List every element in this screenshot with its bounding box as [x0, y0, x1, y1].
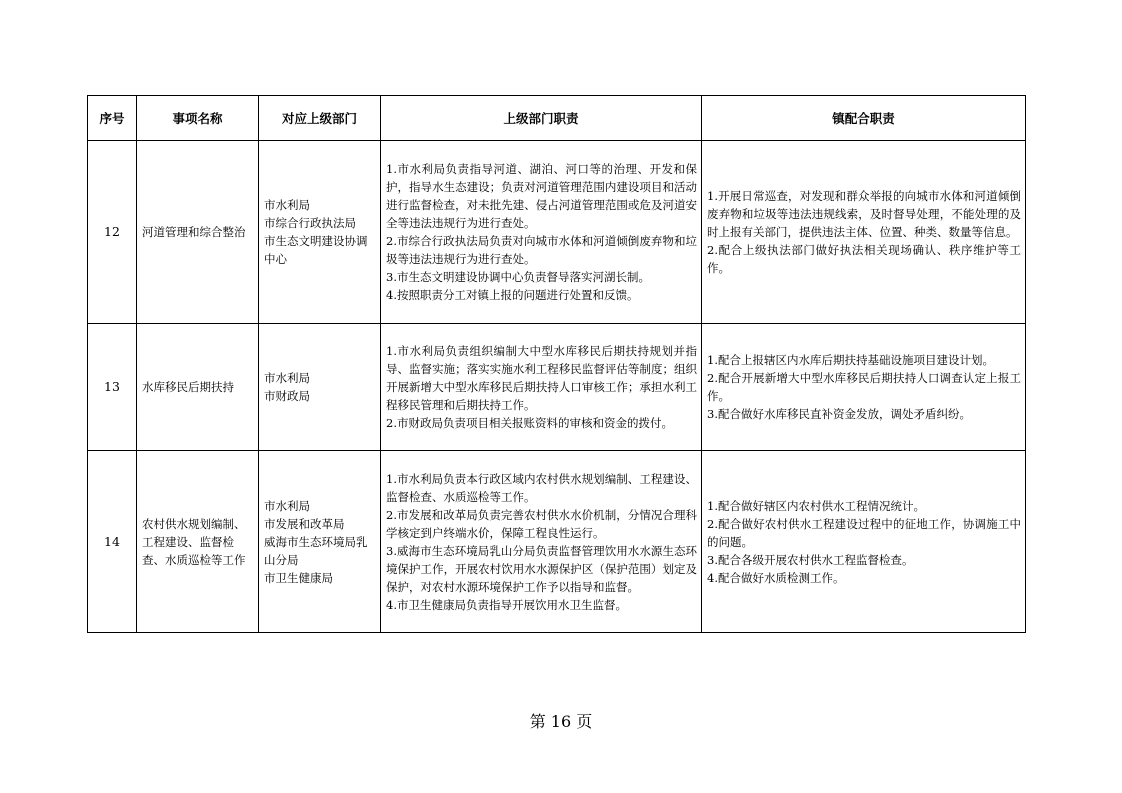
town-duty-item: 3.配合各级开展农村供水工程监督检查。	[707, 552, 914, 567]
header-town-duties: 镇配合职责	[702, 96, 1026, 141]
header-superior-duties: 上级部门职责	[381, 96, 702, 141]
page-number: 第 16 页	[529, 712, 593, 731]
dept-cell	[259, 451, 381, 633]
duty-item: 4.按照职责分工对镇上报的问题进行处置和反馈。	[386, 288, 639, 302]
item-name: 水库移民后期扶持	[142, 380, 234, 394]
duty-item: 2.市发展和改革局负责完善农村供水水价机制，分情况合理科学核定到户终端水价，保障工程良性运行。	[386, 507, 697, 540]
item-name-cell	[137, 141, 259, 324]
town-duties-cell	[702, 141, 1026, 324]
duty-item: 3.威海市生态环境局乳山分局负责监督管理饮用水水源生态环境保护工作，开展农村饮用水水源保护区（保护范围）划定及保护，对农村水源环境保护工作予以指导和监督。	[386, 543, 697, 594]
town-duty-item: 2.配合上级执法部门做好执法相关现场确认、秩序维护等工作。	[707, 243, 1021, 275]
town-duty-item: 1.配合上报辖区内水库后期扶持基础设施项目建设计划。	[707, 353, 994, 367]
duty-item: 1.市水利局负责组织编制大中型水库移民后期扶持规划并指导、监督实施；落实实施水利工程移民监督评估等制度；组织开展新增大中型水库移民后期扶持人口审核工作；承担水利工程移民管理和后期扶持工作。	[386, 344, 697, 412]
dept-line: 市综合行政执法局	[264, 216, 356, 230]
dept-line: 市水利局	[264, 371, 310, 385]
dept-line: 市财政局	[264, 389, 310, 403]
dept-line: 威海市生态环境局乳山分局	[264, 534, 368, 567]
superior-duties-cell	[381, 451, 702, 633]
item-name-cell	[137, 324, 259, 451]
item-name-cell	[137, 451, 259, 633]
superior-duties-cell	[381, 324, 702, 451]
item-name: 河道管理和综合整治	[142, 225, 246, 239]
dept-cell	[259, 324, 381, 451]
duty-item: 1.市水利局负责本行政区域内农村供水规划编制、工程建设、监督检查、水质巡检等工作。	[386, 471, 697, 504]
duty-item: 2.市财政局负责项目相关报账资料的审核和资金的拨付。	[386, 416, 673, 430]
town-duty-item: 1.配合做好辖区内农村供水工程情况统计。	[707, 498, 925, 513]
dept-line: 市卫生健康局	[264, 570, 333, 585]
dept-cell	[259, 141, 381, 324]
header-number: 序号	[88, 96, 137, 141]
superior-duties-cell	[381, 141, 702, 324]
table-row	[88, 141, 1026, 324]
town-duty-item: 2.配合开展新增大中型水库移民后期扶持人口调查认定上报工作。	[707, 371, 1021, 403]
duty-item: 1.市水利局负责指导河道、湖泊、河口等的治理、开发和保护，指导水生态建设；负责对河道管理范围内建设项目和活动进行监督检查，对未批先建、侵占河道管理范围或危及河道安全等违法违规行为进行查处。	[386, 162, 697, 230]
row-number: 12	[88, 141, 137, 324]
dept-line: 市水利局	[264, 198, 310, 212]
duty-item: 3.市生态文明建设协调中心负责督导落实河湖长制。	[386, 270, 650, 284]
dept-line: 市发展和改革局	[264, 516, 345, 531]
table-header-row	[88, 96, 1026, 141]
table-row	[88, 451, 1026, 633]
row-number: 14	[88, 451, 137, 633]
responsibility-table	[87, 95, 1026, 633]
duty-item: 2.市综合行政执法局负责对向城市水体和河道倾倒废弃物和垃圾等违法违规行为进行查处。	[386, 234, 697, 266]
town-duties-cell	[702, 451, 1026, 633]
duty-item: 4.市卫生健康局负责指导开展饮用水卫生监督。	[386, 597, 627, 612]
town-duty-item: 4.配合做好水质检测工作。	[707, 570, 845, 585]
dept-line: 市生态文明建设协调中心	[264, 234, 368, 266]
table-row	[88, 324, 1026, 451]
row-number: 13	[88, 324, 137, 451]
town-duty-item: 2.配合做好农村供水工程建设过程中的征地工作，协调施工中的问题。	[707, 516, 1021, 549]
town-duties-cell	[702, 324, 1026, 451]
item-name: 农村供水规划编制、工程建设、监督检查、水质巡检等工作	[142, 516, 246, 567]
town-duty-item: 1.开展日常巡查，对发现和群众举报的向城市水体和河道倾倒废弃物和垃圾等违法违规线索，及时督导处理，不能处理的及时上报有关部门，提供违法主体、位置、种类、数量等信息。	[707, 189, 1021, 239]
header-item-name: 事项名称	[137, 96, 259, 141]
dept-line: 市水利局	[264, 498, 310, 513]
header-superior-dept: 对应上级部门	[259, 96, 381, 141]
town-duty-item: 3.配合做好水库移民直补资金发放，调处矛盾纠纷。	[707, 407, 971, 421]
